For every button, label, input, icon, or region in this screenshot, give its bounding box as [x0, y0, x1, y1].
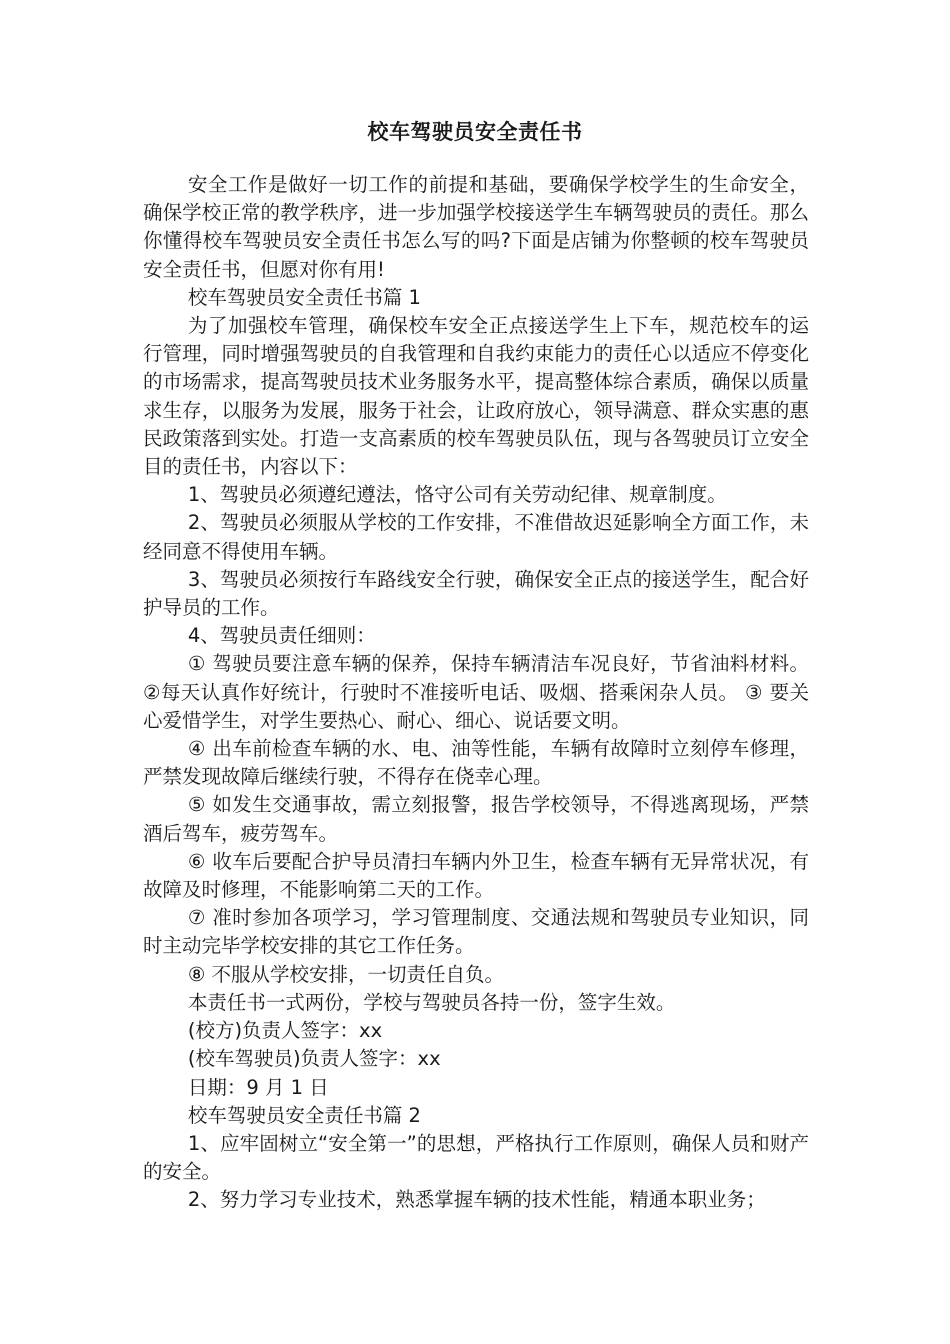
section-heading-2: 校车驾驶员安全责任书篇 2: [187, 1103, 421, 1127]
list-item: 4、驾驶员责任细则：: [187, 624, 376, 648]
list-item: 2、努力学习专业技术，熟悉掌握车辆的技术性能，精通本职业务；: [187, 1188, 766, 1212]
rule-item: ⑤ 如发生交通事故，需立刻报警，报告学校领导，不得逃离现场，严禁酒后驾车，疲劳驾车。: [143, 793, 809, 845]
rule-item: ⑧ 不服从学校安排，一切责任自负。: [187, 962, 505, 986]
rule-item: ⑦ 准时参加各项学习，学习管理制度、交通法规和驾驶员专业知识，同时主动完毕学校安排的其它工作任务。: [143, 906, 809, 958]
rule-item: ⑥ 收车后要配合护导员清扫车辆内外卫生，检查车辆有无异常状况，有故障及时修理，不能影响第二天的工作。: [143, 849, 809, 902]
paragraph-purpose: 为了加强校车管理，确保校车安全正点接送学生上下车，规范校车的运行管理，同时增强驾驶员的自我管理和自我约束能力的责任心以适应不停变化的市场需求，提高驾驶员技术业务服务水平，提高整体综合素质，确保以质量求生存，以服务为发展，服务于社会，让政府放心，领导满意、群众实惠的惠民政策落到实处。打造一支高素质的校车驾驶员队伍，现与各驾驶员订立安全目的责任书，内容以下：: [143, 314, 809, 479]
rule-item: ① 驾驶员要注意车辆的保养，保持车辆清洁车况良好，节省油料材料。 ②每天认真作好统计，行驶时不准接听电话、吸烟、搭乘闲杂人员。 ③ 要关心爱惜学生，对学生要热心、耐心、细心、说话要文明。: [143, 652, 809, 732]
date-line: 日期：9 月 1 日: [187, 1075, 329, 1099]
rule-item: ④ 出车前检查车辆的水、电、油等性能，车辆有故障时立刻停车修理，严禁发现故障后继续行驶，不得存在侥幸心理。: [143, 737, 809, 789]
signature-driver: (校车驾驶员)负责人签字：xx: [187, 1047, 441, 1071]
list-item: 1、应牢固树立“安全第一”的思想，严格执行工作原则，确保人员和财产的安全。: [143, 1131, 809, 1184]
list-item: 2、驾驶员必须服从学校的工作安排，不准借故迟延影响全方面工作，未经同意不得使用车辆。: [143, 511, 809, 563]
list-item: 3、驾驶员必须按行车路线安全行驶，确保安全正点的接送学生，配合好护导员的工作。: [143, 567, 809, 620]
document-title: 校车驾驶员安全责任书: [367, 120, 583, 144]
paragraph-validity: 本责任书一式两份，学校与驾驶员各持一份，签字生效。: [187, 990, 676, 1014]
list-item: 1、驾驶员必须遵纪遵法，恪守公司有关劳动纪律、规章制度。: [187, 483, 727, 507]
section-heading-1: 校车驾驶员安全责任书篇 1: [187, 285, 421, 309]
paragraph-intro: 安全工作是做好一切工作的前提和基础，要确保学校学生的生命安全，确保学校正常的教学秩序，进一步加强学校接送学生车辆驾驶员的责任。那么你懂得校车驾驶员安全责任书怎么写的吗?下面是店铺为你整顿的校车驾驶员安全责任书，但愿对你有用!: [143, 173, 809, 281]
document-body: [143, 171, 809, 1215]
signature-school: (校方)负责人签字：xx: [187, 1019, 383, 1043]
